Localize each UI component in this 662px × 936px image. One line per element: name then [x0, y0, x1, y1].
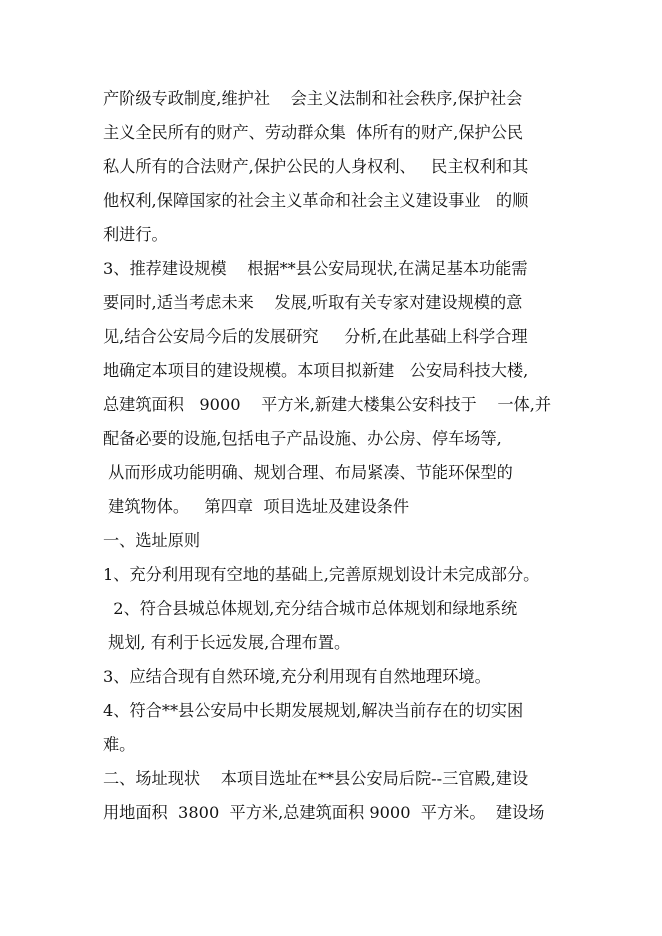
text-line: 难。	[103, 735, 136, 754]
text-line: 4、符合**县公安局中长期发展规划,解决当前存在的切实困	[103, 701, 524, 720]
text-line: 配备必要的设施,包括电子产品设施、办公房、停车场等,	[103, 429, 502, 448]
text-line: 3、应结合现有自然环境,充分利用现有自然地理环境。	[103, 667, 491, 686]
text-line: 二、场址现状 本项目选址在**县公安局后院--三官殿,建设	[103, 769, 529, 788]
text-line: 主义全民所有的财产、劳动群众集 体所有的财产,保护公民	[103, 123, 524, 142]
text-line: 3、推荐建设规模 根据**县公安局现状,在满足基本功能需	[103, 259, 528, 278]
section-heading: 一、选址原则	[103, 531, 201, 550]
text-line: 规划, 有利于长远发展,合理布置。	[103, 633, 351, 652]
text-line: 1、充分利用现有空地的基础上,完善原规划设计未完成部分。	[103, 565, 540, 584]
text-line: 产阶级专政制度,维护社 会主义法制和社会秩序,保护社会	[103, 89, 523, 108]
text-line: 私人所有的合法财产,保护公民的人身权利、 民主权利和其	[103, 157, 529, 176]
text-line: 2、符合县城总体规划,充分结合城市总体规划和绿地系统	[103, 599, 518, 618]
text-line: 从而形成功能明确、规划合理、布局紧凑、节能环保型的	[103, 463, 513, 482]
text-line: 利进行。	[103, 225, 168, 244]
text-line: 地确定本项目的建设规模。本项目拟新建 公安局科技大楼,	[103, 361, 529, 380]
text-line: 建筑物体。 第四章 项目选址及建设条件	[103, 497, 410, 516]
text-line: 他权利,保障国家的社会主义革命和社会主义建设事业 的顺	[103, 191, 529, 210]
text-line: 用地面积 3800 平方米,总建筑面积 9000 平方米。 建设场	[103, 803, 545, 822]
text-line: 要同时,适当考虑未来 发展,听取有关专家对建设规模的意	[103, 293, 523, 312]
text-line: 见,结合公安局今后的发展研究 分析,在此基础上科学合理	[103, 327, 528, 346]
text-line: 总建筑面积 9000 平方米,新建大楼集公安科技于 一体,并	[103, 395, 552, 414]
